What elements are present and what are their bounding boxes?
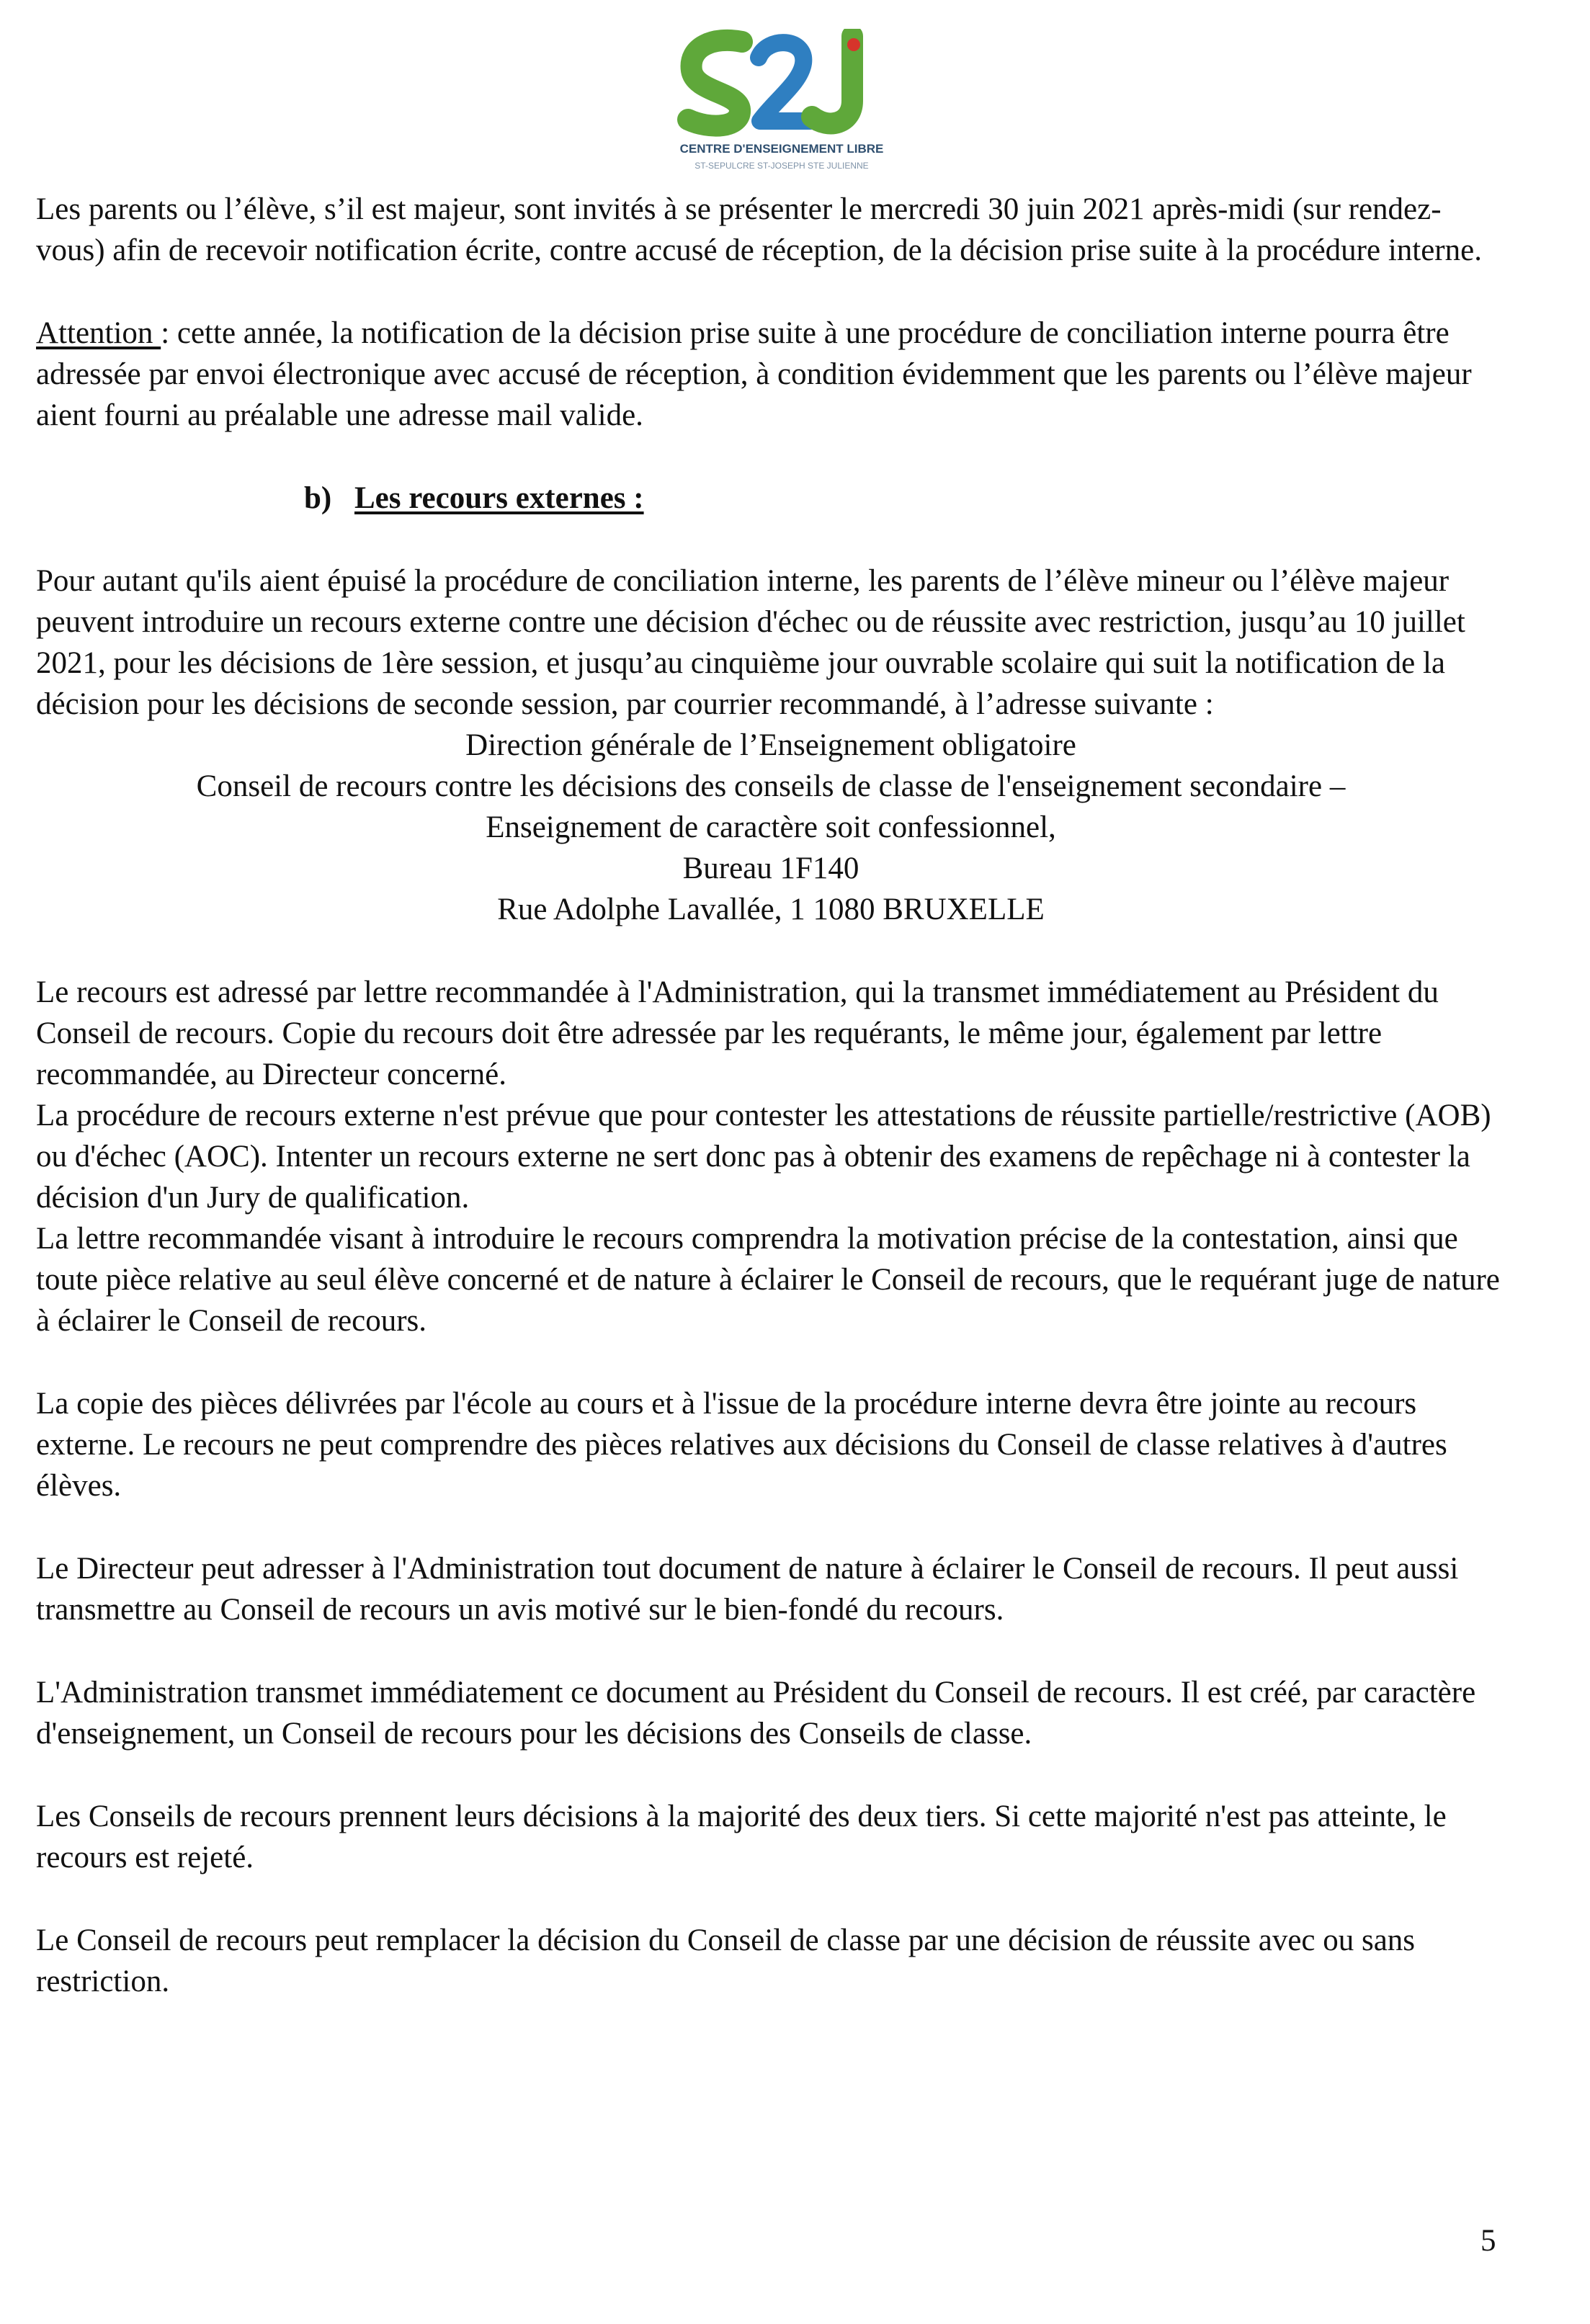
s2j-logo-graphic <box>674 29 890 180</box>
paragraph-motivation: La lettre recommandée visant à introduire le recours comprendra la motivation précise de la contestation, ainsi que toute pièce relative au seul élève concerné et de nature à éclairer le Conseil de recours, que le requérant juge de nature à éclairer le Conseil de recours. <box>36 1222 1500 1338</box>
paragraph-remplacement: Le Conseil de recours peut remplacer la décision du Conseil de classe par une décision de réussite avec ou sans restriction. <box>36 1923 1416 1998</box>
address-line: Rue Adolphe Lavallée, 1 1080 BRUXELLE <box>497 893 1045 926</box>
address-block <box>36 725 1506 930</box>
attention-text: : cette année, la notification de la décision prise suite à une procédure de conciliation interne pourra être adressée par envoi électronique avec accusé de réception, à condition évidemment que les parents ou l’élève majeur aient fourni au préalable une adresse mail valide. <box>36 316 1472 432</box>
section-heading <box>36 478 1506 519</box>
logo-line1: CENTRE D'ENSEIGNEMENT LIBRE <box>679 142 884 156</box>
paragraph-lettre-recommandee: Le recours est adressé par lettre recommandée à l'Administration, qui la transmet immédiatement au Président du Conseil de recours. Copie du recours doit être adressée par les requérants, le même jour, également par lettre recommandée, au Directeur concerné. <box>36 975 1439 1091</box>
document-body <box>36 189 1506 2002</box>
paragraph-recours-conditions: Pour autant qu'ils aient épuisé la procédure de conciliation interne, les parents de l’élève mineur ou l’élève majeur peuvent introduire un recours externe contre une décision d'échec ou de réussite avec restriction, jusqu’au 10 juillet 2021, pour les décisions de 1ère session, et jusqu’au cinquième jour ouvrable scolaire qui suit la notification de la décision pour les décisions de seconde session, par courrier recommandé, à l’adresse suivante : <box>36 564 1465 721</box>
paragraph-directeur: Le Directeur peut adresser à l'Administration tout document de nature à éclairer le Conseil de recours. Il peut aussi transmettre au Conseil de recours un avis motivé sur le bien-fondé du recours. <box>36 1552 1459 1627</box>
attention-label: Attention <box>36 316 161 350</box>
paragraph-majorite: Les Conseils de recours prennent leurs décisions à la majorité des deux tiers. Si cette majorité n'est pas atteinte, le recours est rejeté. <box>36 1800 1447 1874</box>
section-letter: b) <box>304 481 332 515</box>
address-line: Enseignement de caractère soit confessionnel, <box>486 810 1056 844</box>
logo-line2: ST-SEPULCRE ST-JOSEPH STE JULIENNE <box>694 161 869 171</box>
paragraph-procedure-externe: La procédure de recours externe n'est prévue que pour contester les attestations de réussite partielle/restrictive (AOB) ou d'échec (AOC). Intenter un recours externe ne sert donc pas à obtenir des examens de repêchage ni à contester la décision d'un Jury de qualification. <box>36 1099 1491 1215</box>
school-logo <box>674 29 890 180</box>
section-title: Les recours externes : <box>354 481 644 515</box>
paragraph-attention <box>36 313 1506 436</box>
address-line: Conseil de recours contre les décisions des conseils de classe de l'enseignement secondaire – <box>196 769 1346 803</box>
address-line: Direction générale de l’Enseignement obligatoire <box>465 728 1076 762</box>
address-line: Bureau 1F140 <box>682 852 859 885</box>
paragraph-copie-pieces: La copie des pièces délivrées par l'école au cours et à l'issue de la procédure interne devra être jointe au recours externe. Le recours ne peut comprendre des pièces relatives aux décisions du Conseil de classe relatives à d'autres élèves. <box>36 1387 1447 1503</box>
paragraph-administration: L'Administration transmet immédiatement ce document au Président du Conseil de recours. Il est créé, par caractère d'enseignement, un Conseil de recours pour les décisions des Conseils de classe. <box>36 1676 1476 1751</box>
paragraph-notification: Les parents ou l’élève, s’il est majeur, sont invités à se présenter le mercredi 30 juin 2021 après-midi (sur rendez-vous) afin de recevoir notification écrite, contre accusé de réception, de la décision prise suite à la procédure interne. <box>36 192 1482 267</box>
page-number: 5 <box>1480 2224 1496 2258</box>
